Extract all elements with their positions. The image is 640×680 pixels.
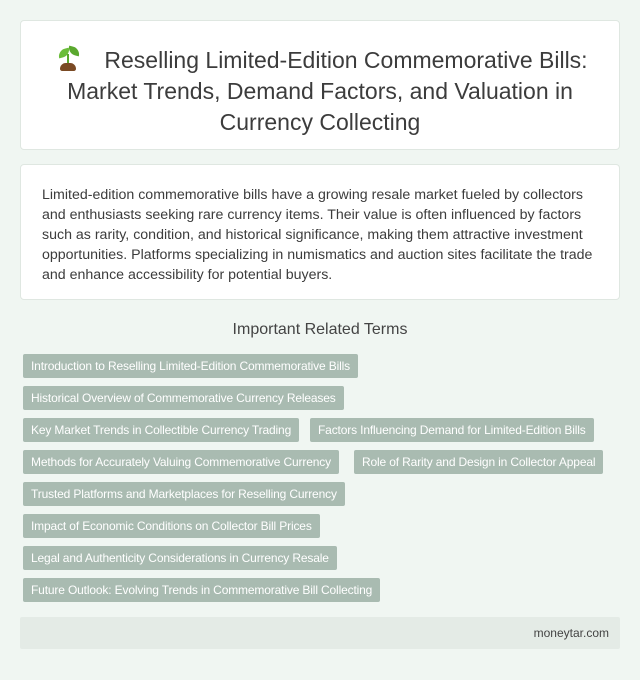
footer-site-name[interactable]: moneytar.com: [533, 626, 609, 640]
related-term-tag[interactable]: Historical Overview of Commemorative Currency Releases: [23, 386, 344, 410]
related-term-tag[interactable]: Impact of Economic Conditions on Collector Bill Prices: [23, 514, 320, 538]
related-term-tag[interactable]: Key Market Trends in Collectible Currency Trading: [23, 418, 299, 442]
related-term-tag[interactable]: Trusted Platforms and Marketplaces for Reselling Currency: [23, 482, 345, 506]
summary-card: [20, 164, 620, 300]
seedling-icon: [52, 47, 82, 71]
title-card: [20, 20, 620, 150]
page-title-wrap: [21, 45, 619, 138]
related-terms-heading: Important Related Terms: [232, 321, 408, 338]
related-term-tag[interactable]: Methods for Accurately Valuing Commemorative Currency: [23, 450, 339, 474]
footer: [20, 617, 620, 649]
related-term-tag[interactable]: Factors Influencing Demand for Limited-Edition Bills: [310, 418, 594, 442]
summary-text: Limited-edition commemorative bills have a growing resale market fueled by collectors and enthusiasts seeking rare currency items. Their value is often influenced by factors such as rarity, condition, and historical significance, making them attractive investment opportunities. Platforms specializing in numismatics and auction sites facilitate the trade and enhance accessibility for potential buyers.: [42, 187, 593, 283]
related-term-tag[interactable]: Role of Rarity and Design in Collector Appeal: [354, 450, 603, 474]
related-term-tag[interactable]: Introduction to Reselling Limited-Edition Commemorative Bills: [23, 354, 358, 378]
page-title: Reselling Limited-Edition Commemorative Bills: Market Trends, Demand Factors, and Valuation in Currency Collecting: [67, 47, 588, 135]
related-term-tag[interactable]: Legal and Authenticity Considerations in Currency Resale: [23, 546, 337, 570]
related-term-tag[interactable]: Future Outlook: Evolving Trends in Commemorative Bill Collecting: [23, 578, 380, 602]
